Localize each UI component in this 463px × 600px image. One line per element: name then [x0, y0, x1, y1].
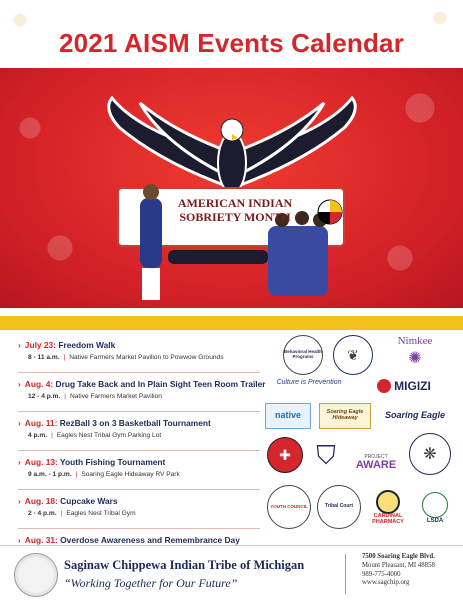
event-location: Native Farmers Market Pavilion	[69, 393, 162, 400]
sign-line-american-indian: AMERICAN INDIAN	[177, 196, 293, 210]
event-name: Freedom Walk	[58, 340, 116, 350]
contact-address: 7500 Soaring Eagle Blvd. Mount Pleasant, MI 48858 989-775-4000 www.sagchip.org	[362, 553, 435, 587]
separator: |	[64, 393, 66, 400]
soaring-eagle-casino-logo: Soaring Eagle	[384, 410, 446, 421]
footer-divider	[345, 554, 346, 594]
arrow-icon: ›	[18, 496, 21, 506]
nimkee-swirl-icon: ✺	[408, 349, 422, 367]
event-location: Native Farmers Market Pavilion to Powwow Grounds	[69, 354, 224, 361]
event-item	[18, 377, 266, 412]
event-location: Soaring Eagle Hideaway RV Park	[81, 471, 180, 478]
soaring-eagle-hideaway-logo: Soaring Eagle Hideaway	[319, 403, 371, 429]
event-item	[18, 416, 260, 451]
separator: |	[60, 510, 63, 517]
crowd-silhouette	[168, 250, 268, 264]
website-link[interactable]: www.sagchip.org	[362, 579, 410, 587]
culture-is-prevention: Culture is Prevention	[276, 379, 342, 387]
tribal-court-logo: Tribal Court	[317, 485, 361, 529]
eagle-body	[218, 133, 246, 193]
event-date: Aug. 13:	[24, 457, 58, 467]
event-name: Drug Take Back and In Plain Sight Teen Room Trailer	[55, 379, 266, 389]
feather-circle-logo	[333, 335, 373, 375]
lsda-logo: LSDA	[415, 485, 455, 531]
eagle-illustration	[0, 68, 463, 308]
arrow-icon: ›	[18, 418, 21, 428]
arrow-icon: ›	[18, 340, 21, 350]
event-name: Cupcake Wars	[60, 496, 118, 506]
event-time: 12 - 4 p.m.	[28, 393, 61, 400]
event-name: Overdose Awareness and Remembrance Day	[60, 535, 240, 545]
event-time: 8 - 11 a.m.	[28, 354, 60, 361]
event-name: Youth Fishing Tournament	[60, 457, 166, 467]
event-name: RezBall 3 on 3 Basketball Tournament	[59, 418, 211, 428]
event-time: 4 p.m.	[28, 432, 48, 439]
event-time: 9 a.m. - 1 p.m.	[28, 471, 72, 478]
arrow-icon: ›	[18, 457, 21, 467]
page-title: 2021 AISM Events Calendar	[58, 28, 405, 58]
sign-line-sobriety-month: SOBRIETY MONTH	[179, 210, 291, 224]
fire-icon: ✚	[279, 446, 291, 463]
organization-name: Saginaw Chippewa Indian Tribe of Michigan	[64, 558, 305, 572]
event-date: July 23:	[24, 340, 56, 350]
event-date: Aug. 31:	[24, 535, 58, 545]
separator: |	[63, 354, 66, 361]
eagle-seal-logo	[409, 433, 451, 475]
event-time: 2 - 4 p.m.	[28, 510, 57, 517]
lsda-emblem-icon	[422, 492, 448, 518]
eagle-icon: ❋	[423, 446, 437, 463]
cardinal-pharmacy-logo: CARDINAL PHARMACY	[365, 485, 411, 531]
fire-dept-logo	[267, 437, 303, 473]
event-location: Eagles Nest Tribal Gym	[66, 510, 136, 517]
separator: |	[51, 432, 53, 439]
eagle-right-wing	[232, 98, 355, 188]
arrow-icon: ›	[18, 379, 21, 389]
events-list	[18, 338, 266, 572]
police-badge-icon: ⛉	[316, 440, 336, 470]
migizi-logo: MIGIZI	[357, 375, 451, 397]
tribe-seal-icon	[14, 553, 58, 597]
arrow-icon: ›	[18, 535, 21, 545]
nimkee-logo: Nimkee ✺	[397, 335, 433, 367]
event-date: Aug. 18:	[24, 496, 58, 506]
hero-banner	[0, 68, 463, 308]
youth-council-logo: YOUTH COUNCIL	[267, 485, 311, 529]
event-date: Aug. 4:	[24, 379, 54, 389]
migizi-emblem-icon	[377, 379, 391, 393]
sponsor-logos	[265, 325, 455, 540]
figure-group	[268, 226, 328, 296]
event-date: Aug. 11:	[24, 418, 58, 428]
motto: “Working Together for Our Future”	[64, 576, 238, 590]
native-connections-logo: native	[265, 403, 311, 429]
event-item	[18, 494, 260, 529]
cardinal-icon	[376, 490, 400, 514]
event-location: Eagles Nest Tribal Gym Parking Lot	[56, 432, 162, 439]
project-aware-logo: PROJECT AWARE	[355, 453, 397, 471]
event-item	[18, 338, 260, 373]
behavioral-health-logo: Behavioral Health Programs	[283, 335, 323, 375]
separator: |	[75, 471, 78, 478]
event-item	[18, 455, 260, 490]
feather-icon: ❦	[347, 346, 359, 363]
eagle-left-wing	[109, 98, 232, 188]
police-badge-logo	[311, 437, 341, 475]
